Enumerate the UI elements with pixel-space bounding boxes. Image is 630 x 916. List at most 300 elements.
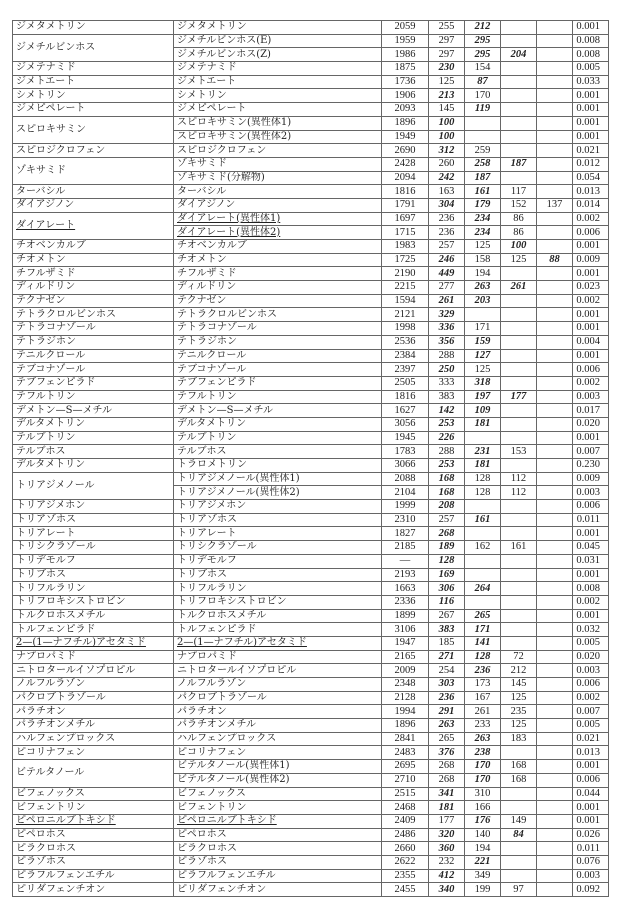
retention-index-cell: 2193 [382, 568, 429, 582]
ion-2-cell: 158 [465, 253, 501, 267]
compound-name-cell [174, 472, 382, 486]
group-name: トリデモルフ [16, 555, 76, 567]
ion-2-cell [465, 554, 501, 568]
retention-index-cell: 2468 [382, 801, 429, 815]
ion-2-cell: 261 [465, 705, 501, 719]
ion-2-cell: 197 [465, 390, 501, 404]
ion-3-cell: 86 [501, 212, 537, 226]
concentration-cell: 0.230 [573, 459, 609, 473]
ion-1-cell: 383 [429, 623, 465, 637]
retention-index-cell: 1896 [382, 719, 429, 733]
retention-index-cell: 2094 [382, 171, 429, 185]
table-row [13, 253, 609, 267]
ion-1-cell: 268 [429, 773, 465, 787]
group-name-cell [13, 595, 174, 609]
ion-3-cell: 112 [501, 472, 537, 486]
retention-index-cell: 2505 [382, 376, 429, 390]
retention-index-cell: 1994 [382, 705, 429, 719]
group-name: チオベンカルブ [16, 240, 86, 252]
concentration-cell: 0.020 [573, 650, 609, 664]
ion-3-cell: 86 [501, 226, 537, 240]
concentration-cell: 0.001 [573, 527, 609, 541]
ion-2-cell: 162 [465, 541, 501, 555]
compound-name-cell [174, 787, 382, 801]
ion-2-cell: 141 [465, 636, 501, 650]
ion-3-cell [501, 787, 537, 801]
ion-4-cell [537, 664, 573, 678]
compound-name-cell [174, 486, 382, 500]
table-row [13, 541, 609, 555]
retention-index-cell: 2336 [382, 595, 429, 609]
ion-4-cell [537, 349, 573, 363]
table-row [13, 212, 609, 226]
retention-index-cell: 1627 [382, 404, 429, 418]
compound-name: シメトリン [177, 89, 227, 101]
table-row [13, 294, 609, 308]
ion-1-cell: 253 [429, 417, 465, 431]
compound-name-cell [174, 801, 382, 815]
group-name-cell [13, 21, 174, 35]
ion-1-cell: 163 [429, 185, 465, 199]
retention-index-cell: 2310 [382, 513, 429, 527]
compound-name: デルタメトリン [177, 418, 247, 430]
concentration-cell: 0.005 [573, 62, 609, 76]
ion-2-cell: 161 [465, 513, 501, 527]
concentration-cell: 0.005 [573, 636, 609, 650]
concentration-cell: 0.001 [573, 89, 609, 103]
ion-1-cell: 254 [429, 664, 465, 678]
compound-name-cell [174, 267, 382, 281]
table-row [13, 240, 609, 254]
group-name: ジメテナミド [16, 62, 76, 74]
group-name-cell [13, 760, 174, 787]
ion-3-cell [501, 869, 537, 883]
pesticide-table [12, 20, 609, 897]
ion-1-cell: 340 [429, 883, 465, 897]
ion-4-cell [537, 513, 573, 527]
group-name-cell [13, 116, 174, 143]
ion-4-cell [537, 842, 573, 856]
table-row [13, 198, 609, 212]
concentration-cell: 0.006 [573, 678, 609, 692]
concentration-cell: 0.021 [573, 732, 609, 746]
ion-1-cell: 291 [429, 705, 465, 719]
compound-name-cell [174, 212, 382, 226]
group-name-cell [13, 842, 174, 856]
table-row [13, 431, 609, 445]
compound-name-cell [174, 746, 382, 760]
table-row [13, 335, 609, 349]
ion-2-cell: 179 [465, 198, 501, 212]
group-name: パラチオンメチル [16, 719, 95, 731]
ion-3-cell: 125 [501, 253, 537, 267]
concentration-cell: 0.001 [573, 814, 609, 828]
table-row [13, 691, 609, 705]
ion-2-cell [465, 595, 501, 609]
ion-4-cell [537, 472, 573, 486]
ion-3-cell: 145 [501, 678, 537, 692]
table-row [13, 719, 609, 733]
ion-1-cell: 277 [429, 281, 465, 295]
table-row [13, 445, 609, 459]
compound-name: トリデモルフ [177, 555, 237, 567]
retention-index-cell: 1791 [382, 198, 429, 212]
group-name: テニルクロール [16, 349, 86, 361]
compound-name: ピラゾホス [177, 856, 227, 868]
ion-2-cell: 349 [465, 869, 501, 883]
group-name: テトラジホン [16, 336, 76, 348]
group-name-cell [13, 719, 174, 733]
ion-1-cell: 312 [429, 144, 465, 158]
ion-3-cell: 177 [501, 390, 537, 404]
compound-name: ジメチルビンホス(Z) [177, 48, 271, 60]
retention-index-cell: 1896 [382, 116, 429, 130]
compound-name-cell [174, 842, 382, 856]
retention-index-cell: 1827 [382, 527, 429, 541]
ion-4-cell [537, 21, 573, 35]
table-row [13, 390, 609, 404]
ion-4-cell: 137 [537, 198, 573, 212]
ion-2-cell: 231 [465, 445, 501, 459]
group-name-cell [13, 527, 174, 541]
retention-index-cell: 2384 [382, 349, 429, 363]
concentration-cell: 0.008 [573, 582, 609, 596]
compound-name: ジメタメトリン [177, 21, 247, 33]
retention-index-cell: 1736 [382, 75, 429, 89]
group-name-cell [13, 281, 174, 295]
ion-3-cell [501, 267, 537, 281]
group-name: ピラフルフェンエチル [16, 869, 115, 881]
concentration-cell: 0.092 [573, 883, 609, 897]
ion-1-cell: 236 [429, 226, 465, 240]
retention-index-cell: — [382, 554, 429, 568]
concentration-cell: 0.002 [573, 294, 609, 308]
table-row [13, 869, 609, 883]
ion-4-cell [537, 89, 573, 103]
retention-index-cell: 2355 [382, 869, 429, 883]
ion-2-cell: 263 [465, 281, 501, 295]
retention-index-cell: 2841 [382, 732, 429, 746]
ion-4-cell [537, 678, 573, 692]
compound-name-cell [174, 883, 382, 897]
concentration-cell: 0.006 [573, 500, 609, 514]
compound-name: トリシクラゾール [177, 541, 257, 553]
concentration-cell: 0.001 [573, 240, 609, 254]
ion-3-cell: 161 [501, 541, 537, 555]
ion-1-cell: 169 [429, 568, 465, 582]
group-name: テトラコナゾール [16, 322, 96, 334]
compound-name: ナプロパミド [177, 650, 237, 662]
retention-index-cell: 1715 [382, 226, 429, 240]
ion-3-cell [501, 568, 537, 582]
concentration-cell: 0.009 [573, 253, 609, 267]
compound-name: ジメチルビンホス(E) [177, 35, 272, 47]
retention-index-cell: 2348 [382, 678, 429, 692]
compound-name-cell [174, 322, 382, 336]
ion-4-cell [537, 294, 573, 308]
compound-name: ダイアレート(異性体2) [177, 226, 281, 238]
compound-name: ディルドリン [177, 281, 237, 293]
compound-name-cell [174, 349, 382, 363]
ion-4-cell [537, 554, 573, 568]
retention-index-cell: 1816 [382, 185, 429, 199]
group-name-cell [13, 883, 174, 897]
concentration-cell: 0.003 [573, 869, 609, 883]
compound-name-cell [174, 541, 382, 555]
retention-index-cell: 2093 [382, 103, 429, 117]
group-name-cell [13, 157, 174, 184]
ion-3-cell: 168 [501, 773, 537, 787]
ion-2-cell: 187 [465, 171, 501, 185]
ion-3-cell [501, 431, 537, 445]
retention-index-cell: 2059 [382, 21, 429, 35]
concentration-cell: 0.002 [573, 376, 609, 390]
table-row [13, 623, 609, 637]
ion-2-cell: 258 [465, 157, 501, 171]
compound-name: テルブホス [177, 445, 227, 457]
ion-2-cell: 233 [465, 719, 501, 733]
ion-4-cell [537, 212, 573, 226]
ion-2-cell: 295 [465, 34, 501, 48]
ion-1-cell: 246 [429, 253, 465, 267]
ion-2-cell: 171 [465, 623, 501, 637]
retention-index-cell: 2009 [382, 664, 429, 678]
group-name: チオメトン [16, 254, 66, 266]
table-row [13, 636, 609, 650]
ion-2-cell: 264 [465, 582, 501, 596]
compound-name: テニルクロール [177, 349, 247, 361]
concentration-cell: 0.023 [573, 281, 609, 295]
concentration-cell: 0.013 [573, 746, 609, 760]
compound-name: ジメトエート [177, 76, 237, 88]
group-name: トリフルラリン [16, 582, 86, 594]
ion-1-cell: 360 [429, 842, 465, 856]
ion-1-cell: 336 [429, 322, 465, 336]
ion-4-cell [537, 34, 573, 48]
ion-2-cell: 181 [465, 459, 501, 473]
ion-2-cell: 128 [465, 650, 501, 664]
group-name-cell [13, 253, 174, 267]
compound-name: トリアレート [177, 527, 237, 539]
ion-4-cell [537, 732, 573, 746]
ion-2-cell: 295 [465, 48, 501, 62]
group-name-cell [13, 198, 174, 212]
ion-4-cell [537, 281, 573, 295]
ion-4-cell [537, 500, 573, 514]
ion-4-cell [537, 650, 573, 664]
compound-name-cell [174, 130, 382, 144]
ion-2-cell: 127 [465, 349, 501, 363]
compound-name: ターバシル [177, 185, 227, 197]
table-row [13, 322, 609, 336]
table-row [13, 157, 609, 171]
ion-3-cell [501, 609, 537, 623]
compound-name-cell [174, 281, 382, 295]
group-name: テルブトリン [16, 431, 76, 443]
ion-2-cell: 310 [465, 787, 501, 801]
concentration-cell: 0.045 [573, 541, 609, 555]
ion-3-cell [501, 527, 537, 541]
group-name-cell [13, 185, 174, 199]
group-name-cell [13, 787, 174, 801]
concentration-cell: 0.033 [573, 75, 609, 89]
ion-1-cell: 213 [429, 89, 465, 103]
ion-1-cell: 306 [429, 582, 465, 596]
group-name-cell [13, 376, 174, 390]
ion-2-cell [465, 500, 501, 514]
ion-3-cell [501, 459, 537, 473]
concentration-cell: 0.044 [573, 787, 609, 801]
ion-3-cell: 235 [501, 705, 537, 719]
ion-1-cell: 181 [429, 801, 465, 815]
ion-1-cell: 242 [429, 171, 465, 185]
ion-3-cell: 187 [501, 157, 537, 171]
ion-1-cell: 236 [429, 212, 465, 226]
ion-1-cell: 288 [429, 445, 465, 459]
compound-name-cell [174, 705, 382, 719]
group-name: ビフェントリン [16, 801, 86, 813]
table-row [13, 609, 609, 623]
ion-2-cell: 167 [465, 691, 501, 705]
ion-1-cell: 125 [429, 75, 465, 89]
ion-1-cell: 288 [429, 349, 465, 363]
ion-2-cell [465, 116, 501, 130]
ion-3-cell: 153 [501, 445, 537, 459]
group-name: ゾキサミド [16, 165, 66, 177]
table-row [13, 568, 609, 582]
group-name-cell [13, 814, 174, 828]
group-name: テトラクロルビンホス [16, 308, 116, 320]
retention-index-cell: 2515 [382, 787, 429, 801]
group-name-cell [13, 445, 174, 459]
group-name: チフルザミド [16, 267, 76, 279]
group-name-cell [13, 267, 174, 281]
group-name-cell [13, 568, 174, 582]
compound-name-cell [174, 198, 382, 212]
ion-3-cell [501, 554, 537, 568]
table-row [13, 760, 609, 774]
ion-1-cell: 255 [429, 21, 465, 35]
group-name: ジメタメトリン [16, 21, 86, 33]
concentration-cell: 0.001 [573, 322, 609, 336]
retention-index-cell: 2695 [382, 760, 429, 774]
compound-name: ピリダフェンチオン [177, 883, 267, 895]
compound-name: ビテルタノール(異性体2) [177, 774, 290, 786]
ion-3-cell [501, 308, 537, 322]
compound-name: トリアジメノール(異性体2) [177, 486, 300, 498]
ion-4-cell [537, 185, 573, 199]
ion-3-cell: 72 [501, 650, 537, 664]
ion-1-cell: 100 [429, 130, 465, 144]
ion-2-cell: 199 [465, 883, 501, 897]
compound-name-cell [174, 21, 382, 35]
group-name-cell [13, 500, 174, 514]
concentration-cell: 0.007 [573, 445, 609, 459]
retention-index-cell: 2088 [382, 472, 429, 486]
compound-name-cell [174, 226, 382, 240]
ion-3-cell: 212 [501, 664, 537, 678]
ion-3-cell: 168 [501, 760, 537, 774]
retention-index-cell: 2185 [382, 541, 429, 555]
compound-name: チオメトン [177, 254, 227, 266]
retention-index-cell: 3106 [382, 623, 429, 637]
retention-index-cell: 2397 [382, 363, 429, 377]
compound-name-cell [174, 103, 382, 117]
compound-name-cell [174, 390, 382, 404]
ion-3-cell: 100 [501, 240, 537, 254]
group-name-cell [13, 89, 174, 103]
group-name: ハルフェンプロックス [16, 733, 116, 745]
compound-name: テブコナゾール [177, 363, 247, 375]
retention-index-cell: 2428 [382, 157, 429, 171]
ion-2-cell: 212 [465, 21, 501, 35]
ion-1-cell: 268 [429, 527, 465, 541]
compound-name-cell [174, 678, 382, 692]
ion-2-cell: 119 [465, 103, 501, 117]
ion-3-cell [501, 322, 537, 336]
compound-name: ビテルタノール(異性体1) [177, 760, 290, 772]
group-name: テルブホス [16, 445, 66, 457]
ion-2-cell: 170 [465, 760, 501, 774]
compound-name: スピロキサミン(異性体2) [177, 130, 292, 142]
ion-4-cell [537, 75, 573, 89]
compound-name: パラチオンメチル [177, 719, 256, 731]
compound-name-cell [174, 144, 382, 158]
group-name: ジメピペレート [16, 103, 86, 115]
compound-name-cell [174, 609, 382, 623]
compound-name: テトラクロルビンホス [177, 308, 277, 320]
compound-name-cell [174, 582, 382, 596]
compound-name: テトラジホン [177, 336, 237, 348]
ion-2-cell: 166 [465, 801, 501, 815]
ion-1-cell: 189 [429, 541, 465, 555]
group-name: ジメトエート [16, 76, 76, 88]
ion-1-cell: 267 [429, 609, 465, 623]
ion-2-cell: 140 [465, 828, 501, 842]
ion-3-cell [501, 294, 537, 308]
ion-1-cell: 230 [429, 62, 465, 76]
compound-name-cell [174, 253, 382, 267]
compound-name-cell [174, 527, 382, 541]
compound-name: ジメピペレート [177, 103, 247, 115]
group-name: 2—(1—ナフチル)アセタミド [16, 637, 146, 649]
group-name: デルタメトリン [16, 418, 86, 430]
group-name: トルフェンピラド [16, 623, 96, 635]
retention-index-cell: 2622 [382, 855, 429, 869]
retention-index-cell: 2128 [382, 691, 429, 705]
ion-4-cell [537, 760, 573, 774]
concentration-cell: 0.001 [573, 308, 609, 322]
compound-name: トリフロキシストロビン [177, 596, 287, 608]
compound-name: スピロキサミン(異性体1) [177, 117, 292, 129]
compound-name-cell [174, 595, 382, 609]
table-row [13, 89, 609, 103]
ion-2-cell: 161 [465, 185, 501, 199]
group-name: ピペロホス [16, 828, 66, 840]
ion-4-cell [537, 855, 573, 869]
table-row [13, 595, 609, 609]
compound-name-cell [174, 417, 382, 431]
group-name: ダイアジノン [16, 199, 75, 211]
retention-index-cell: 2486 [382, 828, 429, 842]
ion-1-cell: 177 [429, 814, 465, 828]
ion-3-cell [501, 144, 537, 158]
compound-name: ノルフルラゾン [177, 678, 247, 690]
compound-name: トルクロホスメチル [177, 609, 267, 621]
retention-index-cell: 2165 [382, 650, 429, 664]
compound-name-cell [174, 376, 382, 390]
retention-index-cell: 1875 [382, 62, 429, 76]
